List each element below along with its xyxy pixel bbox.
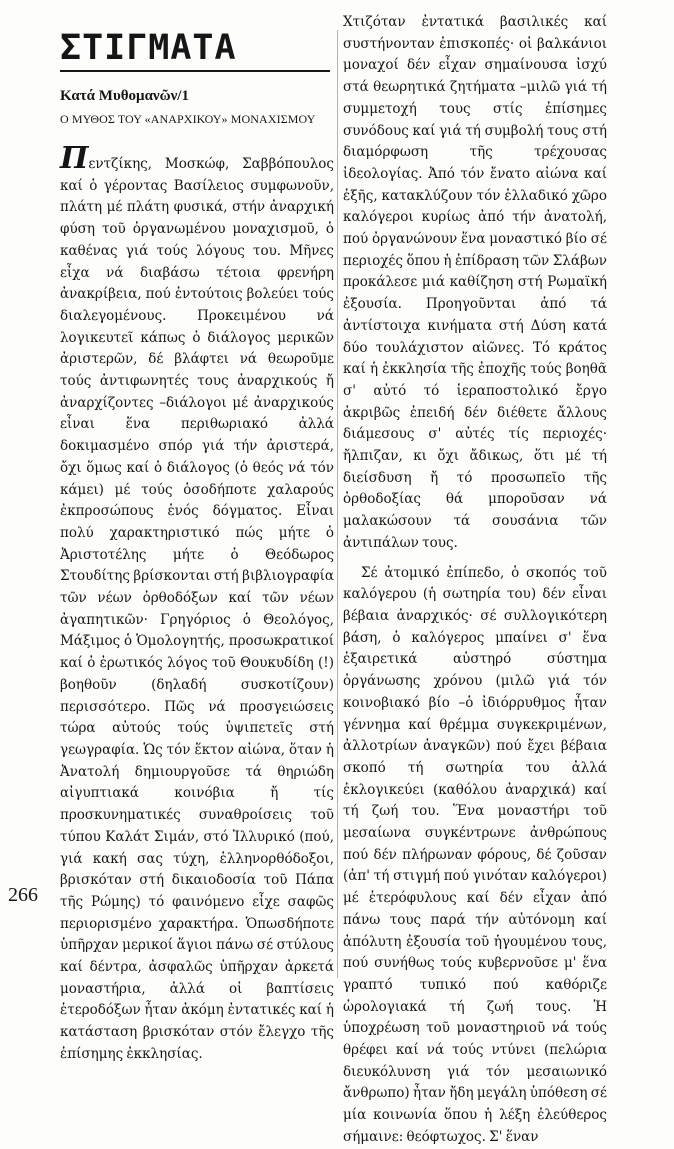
drop-cap: Π xyxy=(60,141,89,176)
masthead-rule xyxy=(60,70,330,72)
left-paragraph xyxy=(60,141,334,1066)
article-subtitle: Ο ΜΥΘΟΣ ΤΟΥ «ΑΝΑΡΧΙΚΟΥ» ΜΟΝΑΧΙΣΜΟΥ xyxy=(60,112,316,126)
column-divider xyxy=(337,30,338,978)
right-paragraph-1: Χτιζόταν ἐντατικά βασιλικές καί συστήνονταν ἐπισκοπές· οἱ βαλκάνιοι μοναχοί δέν εἶχαν σημαίνουσα ἰσχύ στά θεωρητικά ζητήματα –μιλῶ γιά τή συμμετοχή τους στίς ἐπίσημες συνόδους καί γιά τή συμβολή τους στή διαμόρφωση τῆς τρέχουσας ἰδεολογίας. Ἀπό τόν ἔνατο αἰώνα καί ἐξῆς, κατακλύζουν τόν ἑλλαδικό χῶρο καλόγεροι κυρίως ἀπό τήν ἀνατολή, πού ὀργανώνουν ἕνα μοναστικό βίο σέ περιοχές ὅπου ἡ ἐπίδραση τῶν Σλάβων προκάλεσε μιά καθίζηση στή Ρωμαϊκή ἐξουσία. Προηγοῦνται ἀπό τά ἀντίστοιχα κινήματα στή Δύση κατά δύο τουλάχιστον αἰῶνες. Τό κράτος καί ἡ ἐκκλησία τῆς ἐποχῆς τούς βοηθᾶ σ' αὐτό τό ἱεραποστολικό ἔργο ἀκριβῶς ἐπειδή δέν διέθετε ἄλλους διάμεσους σ' αὐτές τίς περιοχές· ἤλπιζαν, κι ὄχι ἄδικως, ὅτι μέ τή διείσδυση ἤ τό προσωπεῖο τῆς ὀρθοδοξίας θά μποροῦσαν νά μαλακώσουν τά σουσάνια τῶν ἀντιπάλων τους. xyxy=(343,14,607,551)
page-number: 266 xyxy=(8,884,38,906)
right-column xyxy=(343,12,607,1149)
left-column xyxy=(60,28,334,1066)
right-paragraph-2: Σέ ἀτομικό ἐπίπεδο, ὁ σκοπός τοῦ καλόγερου (ἡ σωτηρία του) δέν εἶναι βέβαια ἀναρχικός· σέ συλλογικότερη βάση, ὁ καλόγερος μπαίνει σ' ἕνα ἐξαιρετικά αὐστηρό σύστημα ὀργάνωσης χρόνου (μιλῶ γιά τόν κοινοβιακό βίο –ὁ ἰδιόρρυθμος ἦταν γέννημα καί θρέμμα συγκεκριμένων, ἀλλοτρίων ἀναγκῶν) πού ἔχει βέβαια σκοπό τή σωτηρία του ἀλλά ἐκλογικεύει (καθόλου ἀναρχικά) καί τή ζωή του. Ἕνα μοναστήρι τοῦ μεσαίωνα συγκέντρωνε ἀνθρώπους πού δέν πλήρωναν φόρους, δέ ζοῦσαν (ἀπ' τή στιγμή πού γινόταν καλόγεροι) μέ ἑτερόφυλους καί δέν εἶχαν ἀπό πάνω τους παρά τήν αὐτόνομη καί ἀπόλυτη ἐξουσία τοῦ ἡγουμένου τους, πού συνήθως τούς κυβερνοῦσε μ' ἕνα γραπτό τυπικό πού καθόριζε ὡρολογιακά τή ζωή τους. Ἡ ὑποχρέωση τοῦ μοναστηριοῦ νά τούς θρέφει καί νά τούς ντύνει (πελώρια διευκόλυνση γιά τόν μεσαιωνικό ἄνθρωπο) ἦταν ἤδη μεγάλη ὑπόθεση σέ μία κοινωνία ὅπου ἡ λέξη ἐλεύθερος σήμαινε: θεόφτωχος. Σ' ἕναν xyxy=(343,564,607,1145)
column-masthead: ΣΤΙΓΜΑΤΑ xyxy=(60,28,237,68)
left-paragraph-text: εντζίκης, Μοσκώφ, Σαββόπουλος καί ὁ γέροντας Βασίλειος συμφωνοῦν, πλάτη μέ πλάτη φυσικά, στήν ἀναρχική φύση τοῦ ὀργανωμένου μοναχισμοῦ, ὁ καθένας γιά τούς λόγους του. Μῆνες εἶχα νά διαβάσω τέτοια φρενήρη ἀνακρίβεια, πού ἐντούτοις βολεύει τούς διαλεγομένους. Προκειμένου νά λογικευτεῖ κάπως ὁ διάλογος μερικῶν ἀριστερῶν, δέ βλάφτει νά θεωροῦμε τούς ἀντιφωνητές τους ἀναρχικούς ἤ ἀναρχίζοντες –διάλογοι μέ ἀναρχικούς εἶναι ἕνα περιθωριακό ἀλλά δοκιμασμένο σπόρ γιά τήν ἀριστερά, ὄχι ὅμως καί ὁ διάλογος (ὁ θεός νά τόν κάμει) μέ τούς ὁσοδήποτε χαλαρούς ἐκπροσώπους ἑνός δόγματος. Εἶναι πολύ χαρακτηριστικό πώς μήτε ὁ Ἀριστοτέλης μήτε ὁ Θεόδωρος Στουδίτης βρίσκονται στή βιβλιογραφία τῶν νέων ὀρθοδόξων καί τῶν νέων ἀγαπητικῶν· Γρηγόριος ὁ Θεολόγος, Μάξιμος ὁ Ὁμολογητής, προσωκρατικοί καί ὁ ἐρωτικός λόγος τοῦ Θουκυδίδη (!) βοηθοῦν (δηλαδή συσκοτίζουν) περισσότερο. Πῶς νά προσγειώσεις τώρα αὐτούς τούς ὑψιπετεῖς στή γεωγραφία. Ὡς τόν ἕκτον αἰώνα, ὅταν ἡ Ἀνατολή δημιουργοῦσε τά θηριώδη αἰγυπτιακά κοινόβια ἤ τίς προσκυνηματικές συναθροίσεις τοῦ τύπου Καλάτ Σιμάν, στό Ἰλλυρικό (πού, γιά κακή σας τύχη, ἑλληνορθόδοξοι, βρισκόταν στή δικαιοδοσία τοῦ Πάπα τῆς Ρώμης) τό φαινόμενο εἶχε σαφῶς περιορισμένο χαρακτήρα. Ὁπωσδήποτε ὑπῆρχαν μερικοί ἅγιοι πάνω σέ στύλους καί δέντρα, ἀσφαλῶς ὑπῆρχαν ἀρκετά μοναστήρια, ἀλλά οἱ βαπτίσεις ἑτεροδόξων ἦταν ἀκόμη ἐντατικές καί ἡ κατάσταση βρισκόταν στόν ἔλεγχο τῆς ἐπίσημης ἐκκλησίας. xyxy=(60,156,334,1062)
article-kicker: Κατά Μυθομανῶν/1 xyxy=(60,88,189,104)
